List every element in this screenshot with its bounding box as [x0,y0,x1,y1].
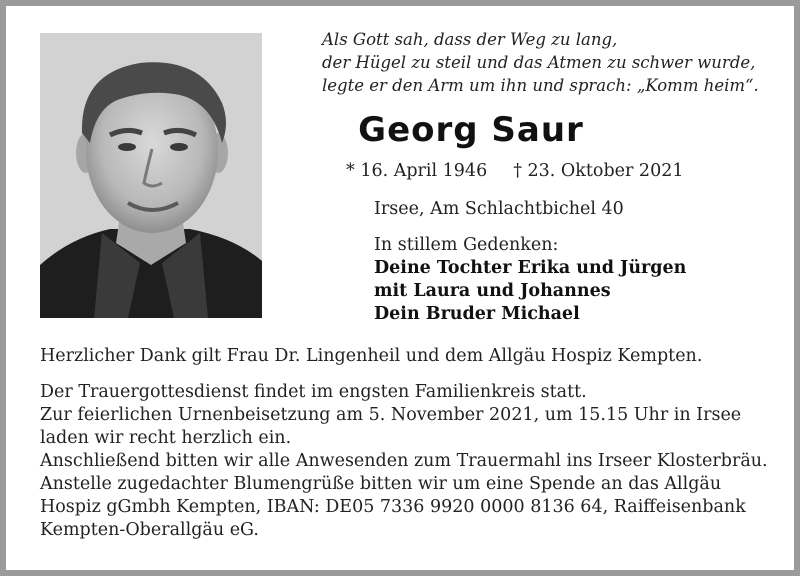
mourners-intro: In stillem Gedenken: [374,235,559,255]
portrait-illustration [40,33,262,318]
body-line: laden wir recht herzlich ein. [40,428,292,448]
mourner-name: Dein Bruder Michael [374,304,580,324]
death-date: † 23. Oktober 2021 [513,161,684,181]
thanks-line: Herzlicher Dank gilt Frau Dr. Lingenheil und dem Allgäu Hospiz Kempten. [40,346,703,366]
body-line: Zur feierlichen Urnenbeisetzung am 5. November 2021, um 15.15 Uhr in Irsee [40,405,742,425]
body-line: Hospiz gGmbh Kempten, IBAN: DE05 7336 9920 0000 8136 64, Raiffeisenbank [40,497,746,517]
body-text [40,345,790,542]
mourner-name: mit Laura und Johannes [374,281,611,301]
body-line: Anstelle zugedachter Blumengrüße bitten wir um eine Spende an das Allgäu [40,474,722,494]
poem-line: legte er den Arm um ihn und sprach: „Komm heim“. [322,76,759,95]
poem-line: der Hügel zu steil und das Atmen zu schwer wurde, [322,53,756,72]
body-line: Kempten-Oberallgäu eG. [40,520,259,540]
birth-date: * 16. April 1946 [346,161,488,181]
mourners-block [374,234,686,326]
body-line: Anschließend bitten wir alle Anwesenden zum Trauermahl ins Irseer Klosterbräu. [40,451,768,471]
body-line: Der Trauergottesdienst findet im engsten Familienkreis statt. [40,382,587,402]
mourner-name: Deine Tochter Erika und Jürgen [374,258,687,278]
poem [322,28,792,97]
poem-line: Als Gott sah, dass der Weg zu lang, [322,30,618,49]
deceased-name: Georg Saur [358,110,584,150]
life-dates [346,161,683,181]
address: Irsee, Am Schlachtbichel 40 [374,199,624,219]
portrait-photo [40,33,262,318]
